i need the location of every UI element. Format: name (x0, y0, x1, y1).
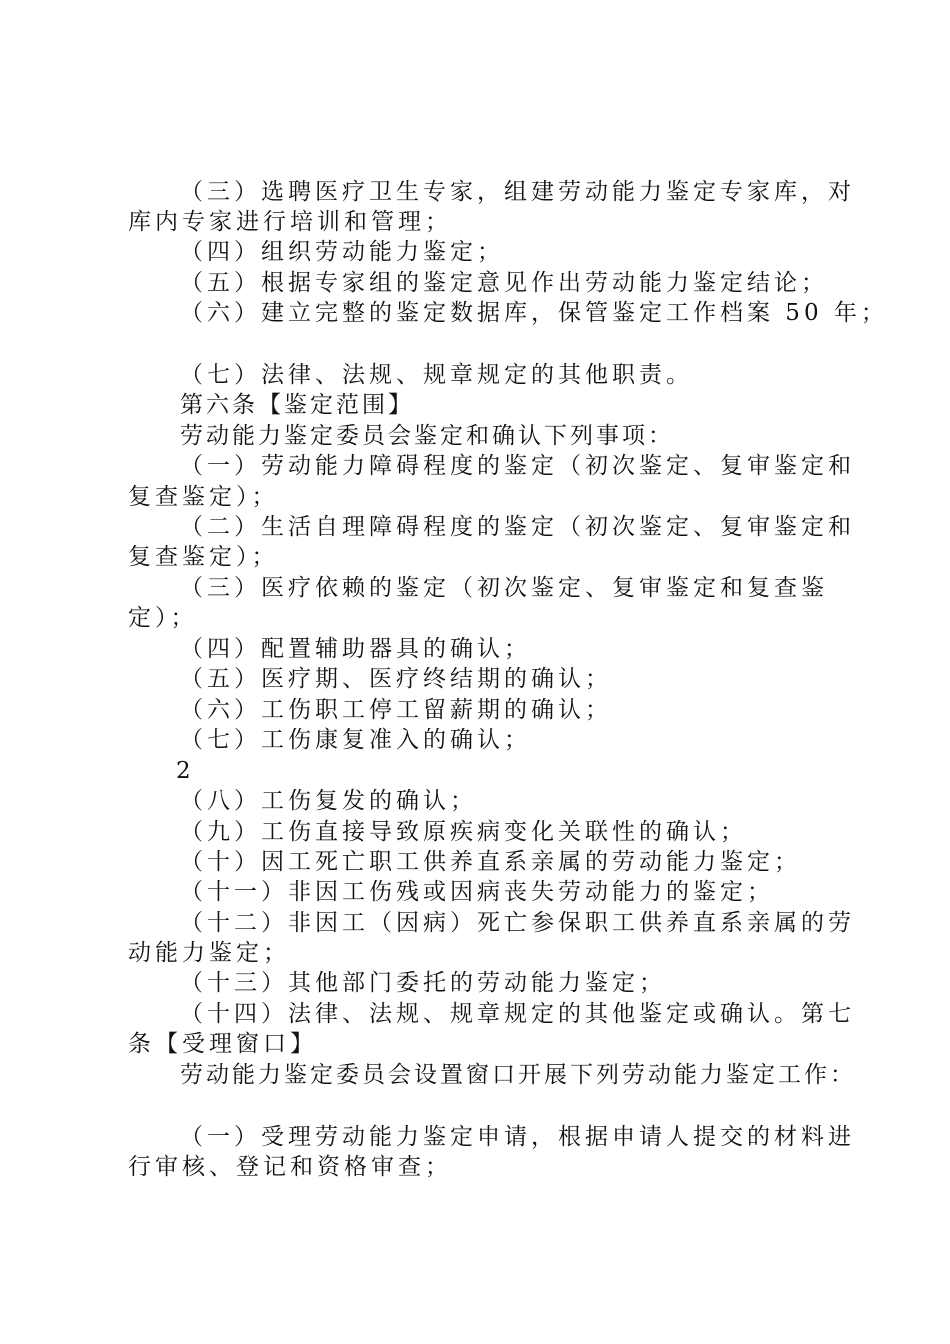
text-line: 复查鉴定）； (128, 544, 279, 570)
text-line: （八）工伤复发的确认； (180, 788, 477, 814)
text-line: （十一）非因工伤残或因病丧失劳动能力的鉴定； (180, 879, 774, 905)
text-line: （七）法律、法规、规章规定的其他职责。 (180, 362, 693, 388)
text-line: （十二）非因工（因病）死亡参保职工供养直系亲属的劳 (180, 910, 855, 936)
text-line: （四）配置辅助器具的确认； (180, 636, 531, 662)
page-number: 2 (176, 758, 191, 784)
text-line: （一）劳动能力障碍程度的鉴定（初次鉴定、复审鉴定和 (180, 453, 855, 479)
text-line: （十四）法律、法规、规章规定的其他鉴定或确认。第七 (180, 1001, 855, 1027)
text-line: （三）医疗依赖的鉴定（初次鉴定、复审鉴定和复查鉴 (180, 575, 828, 601)
text-line: （三）选聘医疗卫生专家，组建劳动能力鉴定专家库，对 (180, 179, 855, 205)
text-line: （十三）其他部门委托的劳动能力鉴定； (180, 970, 666, 996)
text-line: （六）建立完整的鉴定数据库，保管鉴定工作档案 50 年； (180, 300, 888, 326)
text-line: （四）组织劳动能力鉴定； (180, 239, 504, 265)
text-line: 库内专家进行培训和管理； (128, 209, 452, 235)
text-line: （五）根据专家组的鉴定意见作出劳动能力鉴定结论； (180, 270, 828, 296)
text-line: （七）工伤康复准入的确认； (180, 727, 531, 753)
text-line: （二）生活自理障碍程度的鉴定（初次鉴定、复审鉴定和 (180, 514, 855, 540)
text-line: （六）工伤职工停工留薪期的确认； (180, 697, 612, 723)
text-line: （九）工伤直接导致原疾病变化关联性的确认； (180, 819, 747, 845)
text-line: 定）； (128, 605, 198, 631)
text-line: （五）医疗期、医疗终结期的确认； (180, 666, 612, 692)
section-heading: 第六条【鉴定范围】 (180, 392, 414, 418)
section-heading: 条【受理窗口】 (128, 1031, 317, 1057)
text-line: 动能力鉴定； (128, 940, 290, 966)
text-line: 行审核、登记和资格审查； (128, 1154, 452, 1180)
text-line: （一）受理劳动能力鉴定申请，根据申请人提交的材料进 (180, 1124, 855, 1150)
text-line: 劳动能力鉴定委员会鉴定和确认下列事项： (180, 423, 674, 449)
text-line: （十）因工死亡职工供养直系亲属的劳动能力鉴定； (180, 849, 801, 875)
text-line: 劳动能力鉴定委员会设置窗口开展下列劳动能力鉴定工作： (180, 1062, 856, 1088)
text-line: 复查鉴定）； (128, 484, 279, 510)
